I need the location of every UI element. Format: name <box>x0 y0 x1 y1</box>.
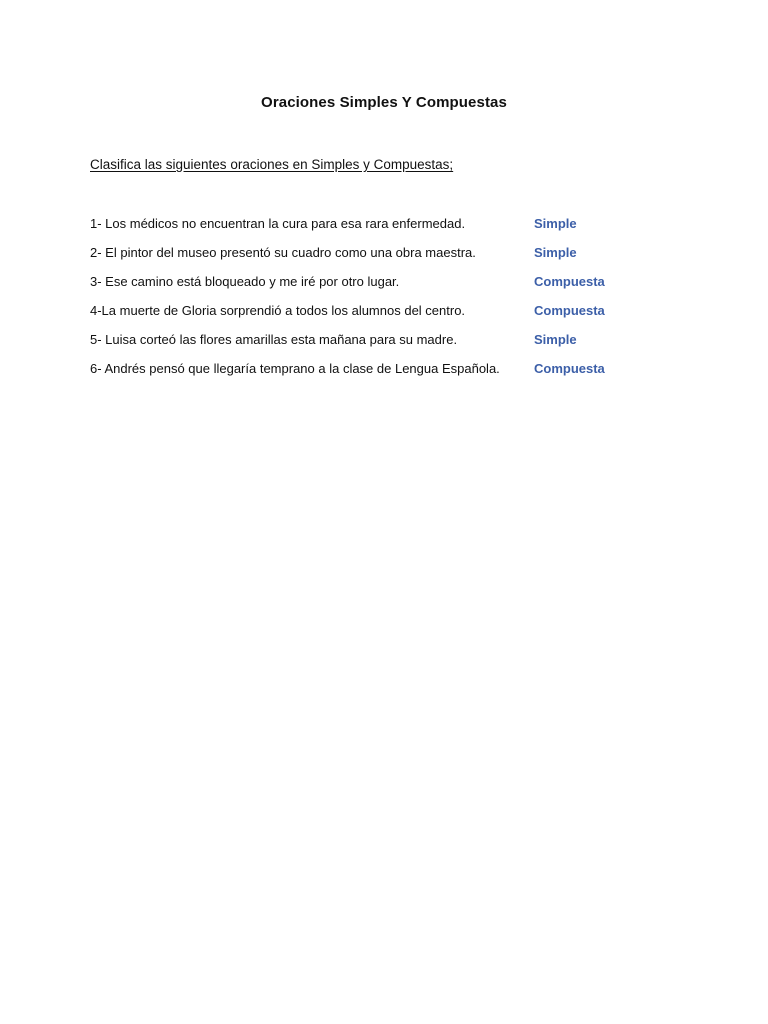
sentence-text: 4-La muerte de Gloria sorprendió a todos los alumnos del centro. <box>90 303 466 318</box>
classification-answer: Simple <box>534 216 577 231</box>
classification-answer: Simple <box>534 332 577 347</box>
list-item <box>90 274 710 303</box>
classification-answer: Compuesta <box>534 303 605 318</box>
sentence-list <box>90 216 710 390</box>
sentence-text: 6- Andrés pensó que llegaría temprano a la clase de Lengua Española. <box>90 361 500 376</box>
sentence-text: 2- El pintor del museo presentó su cuadro como una obra maestra. <box>90 245 476 260</box>
sentence-text: 1- Los médicos no encuentran la cura para esa rara enfermedad. <box>90 216 466 231</box>
sentence-text: 3- Ese camino está bloqueado y me iré por otro lugar. <box>90 274 400 289</box>
list-item <box>90 303 710 332</box>
classification-answer: Simple <box>534 245 577 260</box>
sentence-text: 5- Luisa corteó las flores amarillas esta mañana para su madre. <box>90 332 458 347</box>
instruction-text: Clasifica las siguientes oraciones en Simples y Compuestas; <box>90 157 454 172</box>
classification-answer: Compuesta <box>534 361 605 376</box>
list-item <box>90 216 710 245</box>
page-title: Oraciones Simples Y Compuestas <box>261 94 507 111</box>
list-item <box>90 245 710 274</box>
list-item <box>90 361 710 390</box>
list-item <box>90 332 710 361</box>
classification-answer: Compuesta <box>534 274 605 289</box>
